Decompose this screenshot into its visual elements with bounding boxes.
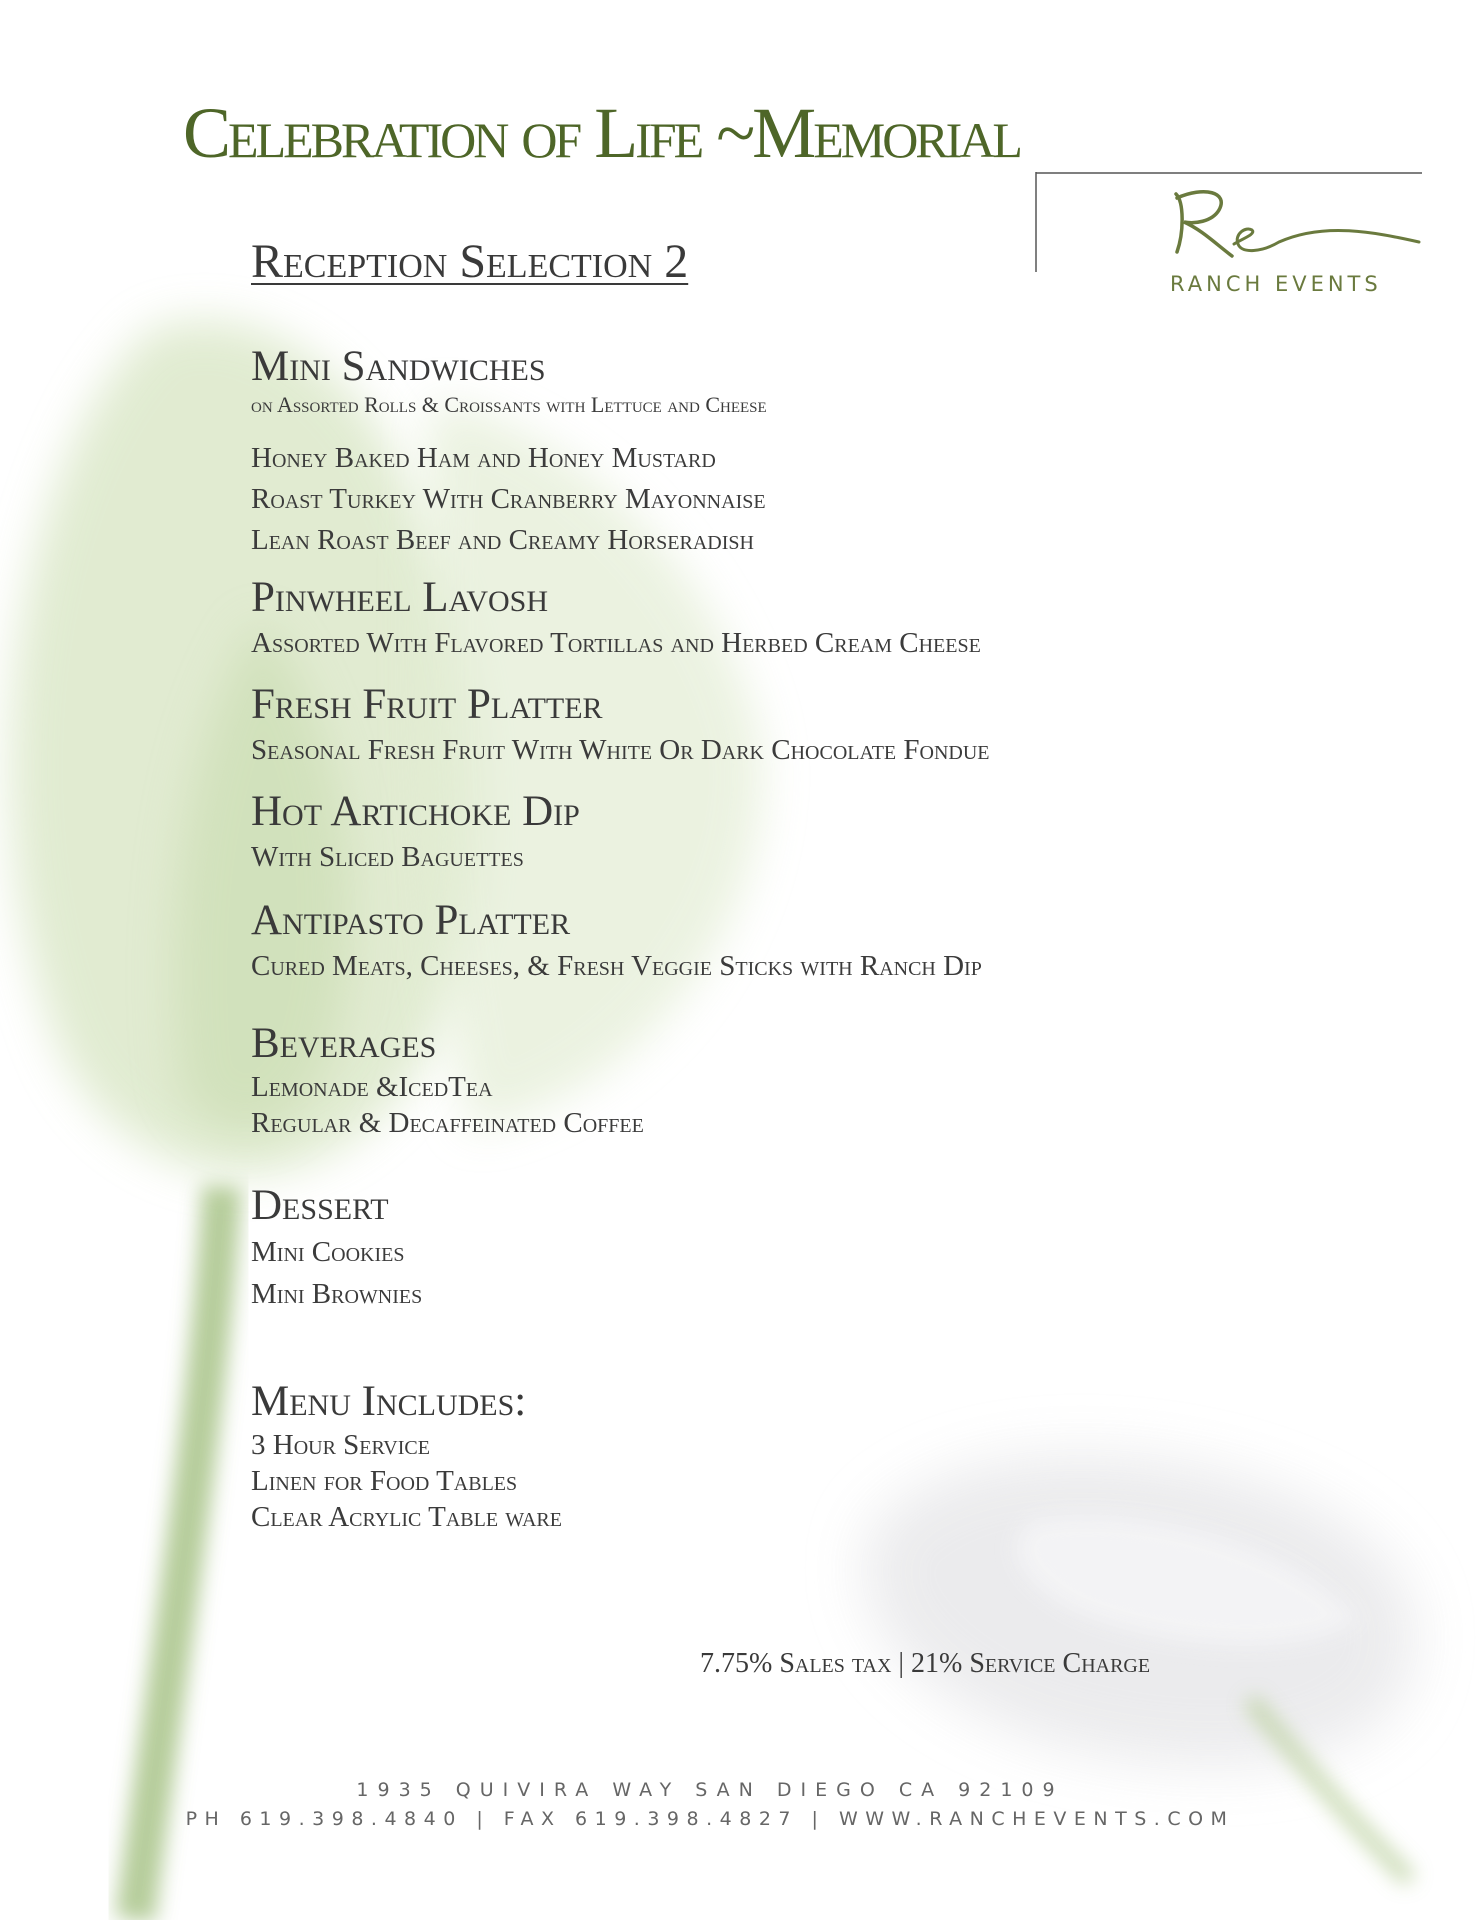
menu-item: Seasonal Fresh Fruit With White Or Dark Chocolate Fondue	[251, 734, 990, 766]
menu-item: Clear Acrylic Table ware	[251, 1501, 562, 1533]
menu-section-antipasto	[251, 896, 1251, 987]
section-heading: Fresh Fruit Platter	[251, 681, 603, 728]
menu-section-sandwiches	[251, 342, 1251, 561]
menu-section-includes	[251, 1377, 1251, 1535]
section-heading: Pinwheel Lavosh	[251, 574, 549, 621]
menu-list	[251, 342, 1251, 1535]
tax-service-note: 7.75% Sales tax | 21% Service Charge	[700, 1648, 1151, 1679]
logo-wordmark: RANCH EVENTS	[1170, 272, 1382, 296]
menu-section-beverages	[251, 1019, 1251, 1141]
menu-item: Roast Turkey With Cranberry Mayonnaise	[251, 483, 766, 515]
section-note: on Assorted Rolls & Croissants with Lettuce and Cheese	[251, 392, 767, 417]
re-monogram-logo-icon	[1034, 172, 1424, 272]
section-heading: Dessert	[251, 1182, 389, 1229]
menu-item: Linen for Food Tables	[251, 1465, 518, 1497]
menu-section-fruit	[251, 680, 1251, 771]
section-heading: Menu Includes:	[251, 1378, 527, 1425]
footer-address: 1935 QUIVIRA WAY SAN DIEGO CA 92109	[356, 1779, 1064, 1801]
menu-section-dessert	[251, 1181, 1251, 1315]
menu-item: Mini Brownies	[251, 1278, 423, 1310]
menu-section-pinwheel	[251, 573, 1251, 664]
menu-item: Lemonade &IcedTea	[251, 1071, 493, 1103]
section-heading: Antipasto Platter	[251, 897, 571, 944]
menu-item: Regular & Decaffeinated Coffee	[251, 1107, 644, 1139]
menu-item: Mini Cookies	[251, 1236, 405, 1268]
reception-selection-heading: Reception Selection 2	[251, 235, 689, 288]
footer-contact: PH 619.398.4840 | FAX 619.398.4827 | WWW.RANCHEVENTS.COM	[185, 1808, 1235, 1830]
menu-item: 3 Hour Service	[251, 1429, 430, 1461]
section-heading: Beverages	[251, 1020, 437, 1067]
menu-item: Assorted With Flavored Tortillas and Herbed Cream Cheese	[251, 627, 981, 659]
menu-section-artichoke	[251, 787, 1251, 878]
section-heading: Mini Sandwiches	[251, 343, 546, 390]
page-title: Celebration of Life ~Memorial	[183, 93, 1020, 173]
menu-item: Lean Roast Beef and Creamy Horseradish	[251, 524, 754, 556]
menu-item: Cured Meats, Cheeses, & Fresh Veggie Sticks with Ranch Dip	[251, 950, 982, 982]
ranch-events-logo	[1034, 172, 1424, 298]
menu-item: With Sliced Baguettes	[251, 841, 524, 873]
section-heading: Hot Artichoke Dip	[251, 788, 580, 835]
menu-item: Honey Baked Ham and Honey Mustard	[251, 442, 716, 474]
